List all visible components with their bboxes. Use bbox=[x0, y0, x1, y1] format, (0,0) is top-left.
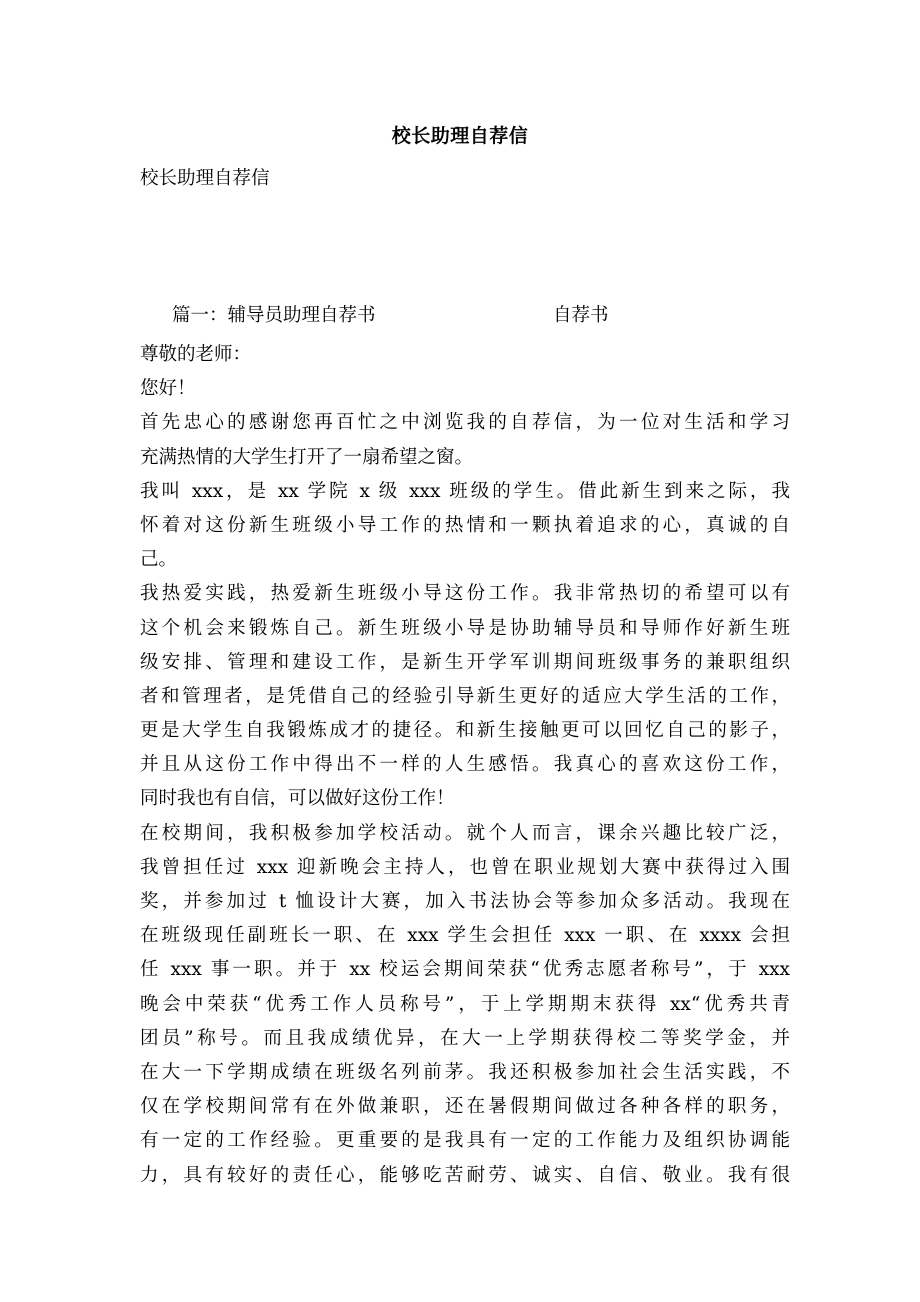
text-line: 力，具有较好的责任心，能够吃苦耐劳、诚实、自信、敬业。我有很 bbox=[140, 1164, 790, 1186]
section-heading-right: 自荐书 bbox=[553, 305, 609, 326]
text-line: 怀着对这份新生班级小导工作的热情和一颗执着追求的心，真诚的自 bbox=[140, 514, 790, 536]
text-line: 任 xxx 事一职。并于 xx 校运会期间荣获“优秀志愿者称号”，于 xxx bbox=[140, 959, 790, 981]
text-line: 这个机会来锻炼自己。新生班级小导是协助辅导员和导师作好新生班 bbox=[140, 617, 790, 639]
text-line: 充满热情的大学生打开了一扇希望之窗。 bbox=[140, 446, 474, 468]
section-heading-left: 篇一：辅导员助理自荐书 bbox=[172, 305, 376, 326]
text-line: 团员”称号。而且我成绩优异，在大一上学期获得校二等奖学金，并 bbox=[140, 1027, 790, 1049]
text-line: 晚会中荣获“优秀工作人员称号”，于上学期期末获得 xx“优秀共青 bbox=[140, 993, 790, 1015]
text-line: 首先忠心的感谢您再百忙之中浏览我的自荐信，为一位对生活和学习 bbox=[140, 412, 790, 434]
text-line: 我叫 xxx，是 xx 学院 x 级 xxx 班级的学生。借此新生到来之际，我 bbox=[140, 480, 790, 502]
text-line: 更是大学生自我锻炼成才的捷径。和新生接触更可以回忆自己的影子， bbox=[140, 720, 790, 742]
text-line: 有一定的工作经验。更重要的是我具有一定的工作能力及组织协调能 bbox=[140, 1130, 790, 1152]
text-line: 仅在学校期间常有在外做兼职，还在暑假期间做过各种各样的职务， bbox=[140, 1096, 790, 1118]
text-line: 您好！ bbox=[140, 378, 196, 400]
text-line: 己。 bbox=[140, 549, 178, 571]
text-line: 者和管理者，是凭借自己的经验引导新生更好的适应大学生活的工作， bbox=[140, 685, 790, 707]
document-subtitle: 校长助理自荐信 bbox=[140, 168, 270, 189]
text-line: 在班级现任副班长一职、在 xxx 学生会担任 xxx 一职、在 xxxx 会担 bbox=[140, 925, 790, 947]
text-line: 我曾担任过 xxx 迎新晚会主持人，也曾在职业规划大赛中获得过入围 bbox=[140, 856, 790, 878]
text-line: 同时我也有自信，可以做好这份工作！ bbox=[140, 788, 455, 810]
text-line: 并且从这份工作中得出不一样的人生感悟。我真心的喜欢这份工作， bbox=[140, 754, 790, 776]
text-line: 尊敬的老师： bbox=[140, 344, 252, 365]
text-line: 在校期间，我积极参加学校活动。就个人而言，课余兴趣比较广泛， bbox=[140, 822, 790, 844]
text-line: 我热爱实践，热爱新生班级小导这份工作。我非常热切的希望可以有 bbox=[140, 583, 790, 605]
text-line: 级安排、管理和建设工作，是新生开学军训期间班级事务的兼职组织 bbox=[140, 651, 790, 673]
text-line: 奖，并参加过 t 恤设计大赛，加入书法协会等参加众多活动。我现在 bbox=[140, 891, 790, 912]
text-line: 在大一下学期成绩在班级名列前茅。我还积极参加社会生活实践，不 bbox=[140, 1061, 790, 1083]
body-text bbox=[140, 338, 790, 1193]
section-heading bbox=[172, 302, 732, 330]
document-title: 校长助理自荐信 bbox=[391, 125, 529, 147]
